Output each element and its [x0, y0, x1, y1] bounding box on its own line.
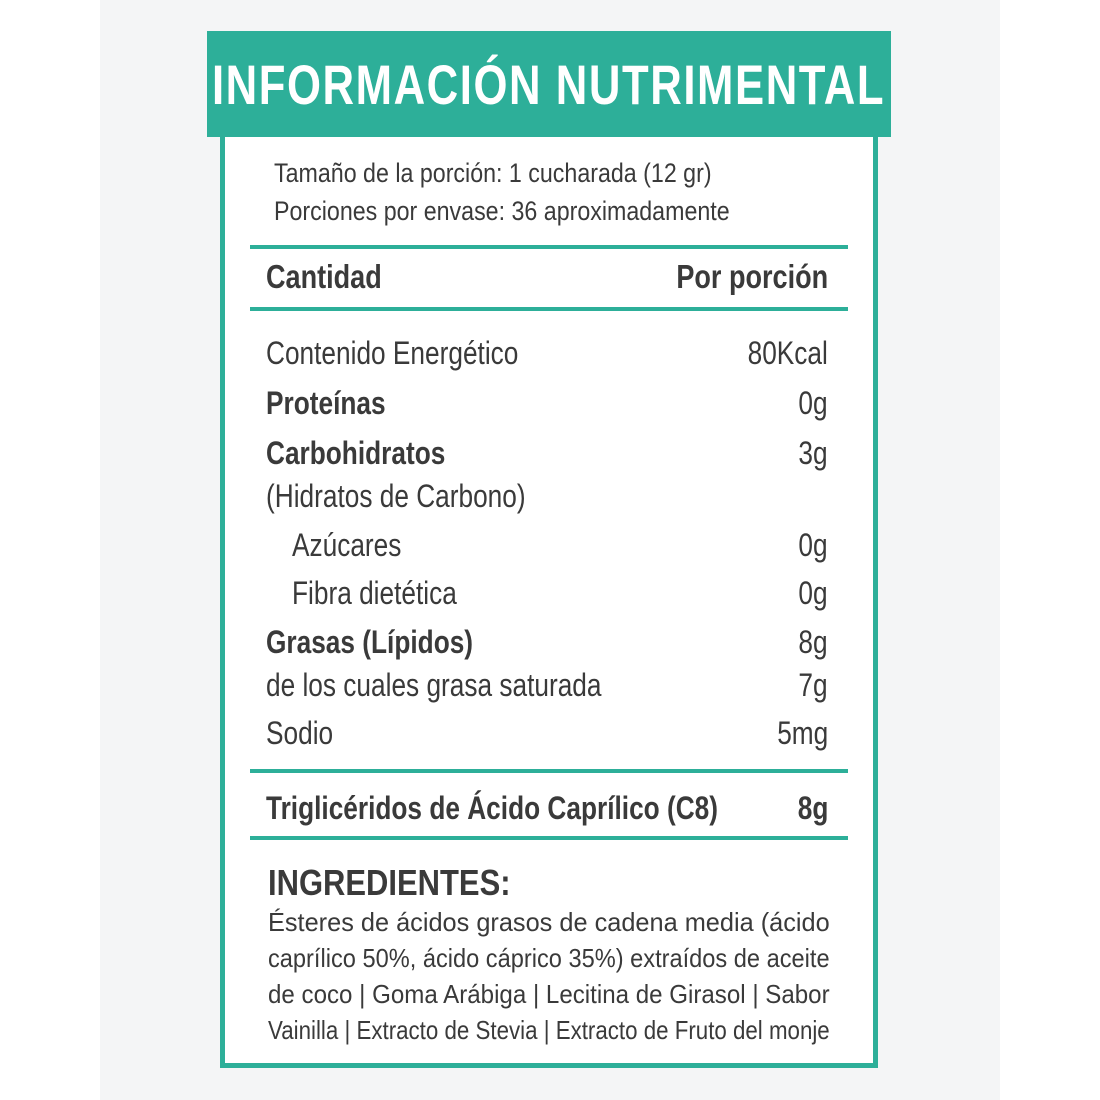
serving-info: [274, 154, 844, 230]
nutrient-name: de los cuales grasa saturada: [266, 667, 602, 703]
nutrient-value: 0g: [798, 575, 828, 611]
c8-row: [266, 786, 828, 830]
divider: [250, 836, 848, 840]
nutrient-value: 0g: [798, 385, 828, 421]
serving-size: Tamaño de la porción: 1 cucharada (12 gr): [274, 158, 712, 188]
nutrient-name: Azúcares: [292, 527, 402, 563]
nutrient-value: 80Kcal: [747, 335, 828, 371]
nutrient-name: Grasas (Lípidos): [266, 624, 474, 660]
ingredients-line: de coco | Goma Arábiga | Lecitina de Girasol | Sabor: [268, 979, 830, 1009]
ingredients-line: Vainilla | Extracto de Stevia | Extracto de Fruto del monje: [268, 1015, 830, 1045]
nutrient-row-saturated-fat: [266, 663, 828, 707]
nutrient-value: 8g: [798, 624, 828, 660]
ingredients-line: caprílico 50%, ácido cáprico 35%) extraídos de aceite: [268, 943, 830, 973]
divider: [250, 769, 848, 773]
ingredients-line: Ésteres de ácidos grasos de cadena media (ácido: [268, 907, 830, 937]
ingredients-title: INGREDIENTES:: [268, 862, 511, 903]
nutrient-row-sodium: [266, 711, 828, 755]
nutrient-row-fats: [266, 620, 828, 664]
nutrient-name: Contenido Energético: [266, 335, 519, 371]
divider: [250, 245, 848, 249]
column-header-amount: Cantidad: [266, 258, 382, 295]
nutrient-name: Carbohidratos: [266, 435, 446, 471]
nutrient-name: Proteínas: [266, 385, 386, 421]
nutrient-value: 0g: [798, 527, 828, 563]
nutrient-row-protein: [266, 381, 828, 425]
nutrient-value: 5mg: [776, 715, 828, 751]
nutrient-value: 3g: [798, 435, 828, 471]
nutrient-name: Sodio: [266, 715, 334, 751]
nutrient-row-sugars: [266, 523, 828, 567]
column-header-per-serving: Por porción: [676, 258, 828, 295]
c8-name: Triglicéridos de Ácido Caprílico (C8): [266, 790, 718, 826]
nutrient-row-energy: [266, 331, 828, 375]
label-header: [207, 31, 891, 137]
ingredients-text: [268, 904, 830, 1048]
nutrient-row-fiber: [266, 571, 828, 615]
nutrient-name: (Hidratos de Carbono): [266, 478, 526, 514]
nutrient-name: Fibra dietética: [292, 575, 457, 611]
column-headers: [266, 258, 828, 298]
servings-per-container: Porciones por envase: 36 aproximadamente: [274, 196, 730, 226]
c8-value: 8g: [797, 790, 828, 826]
nutrient-row-carbohydrates: [266, 431, 828, 475]
nutrient-value: 7g: [798, 667, 828, 703]
label-title: INFORMACIÓN NUTRIMENTAL: [212, 52, 886, 116]
divider: [250, 307, 848, 311]
nutrient-row-carbohydrates-subtitle: [266, 474, 828, 518]
